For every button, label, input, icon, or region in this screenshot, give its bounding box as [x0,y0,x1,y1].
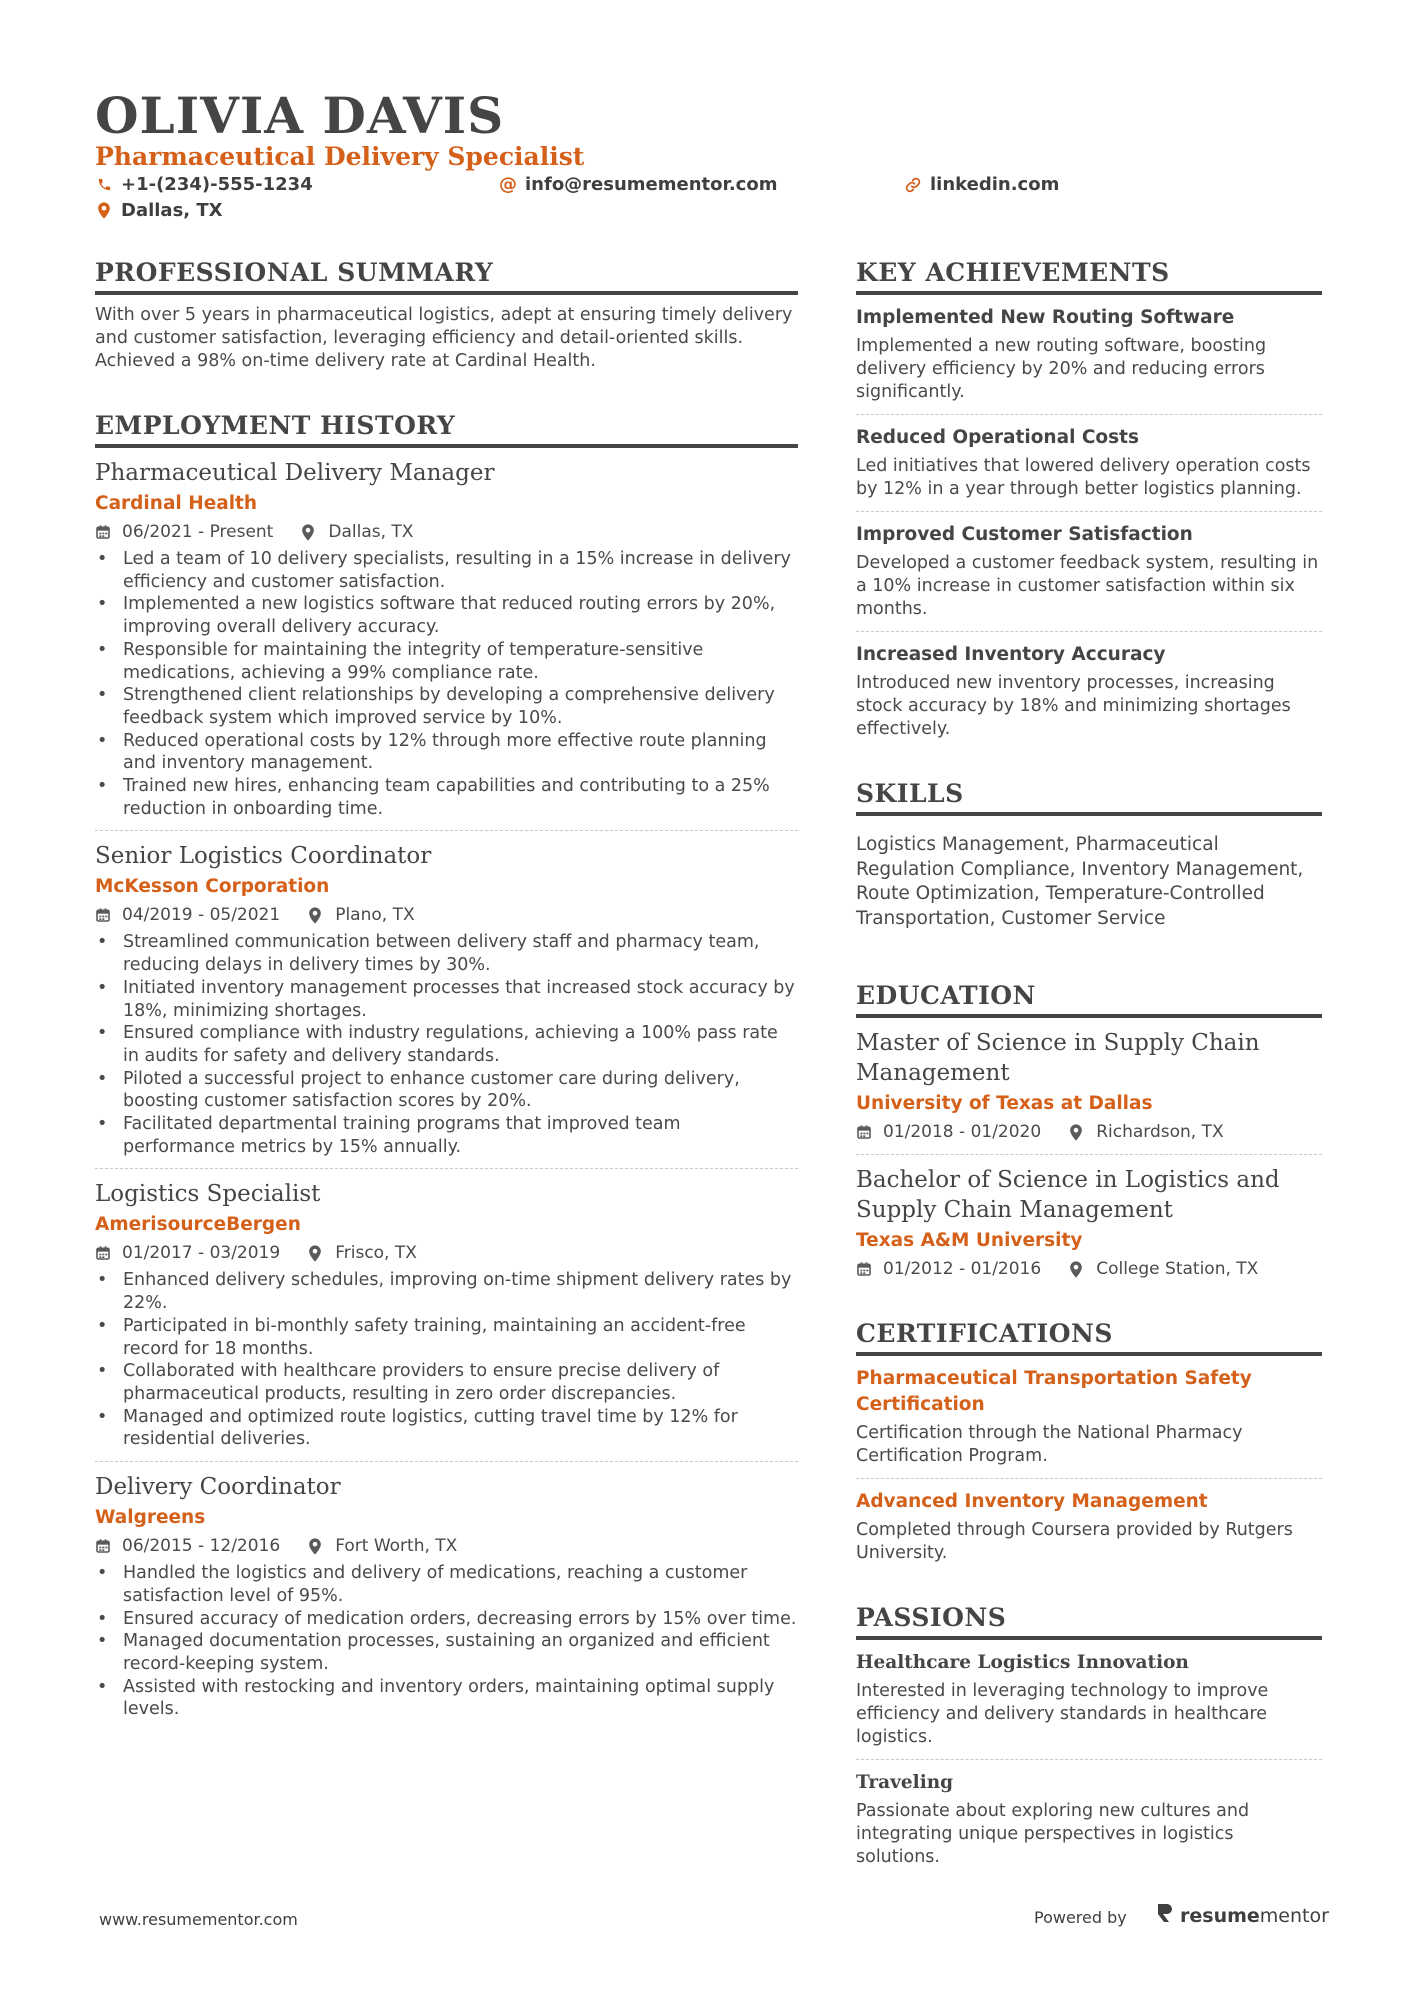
job-dates: 04/2019 - 05/2021 [122,905,281,926]
map-pin-icon [308,1537,326,1555]
education-meta [856,1257,1322,1281]
job-entry [95,1179,798,1451]
link-icon [904,176,922,194]
divider [856,1154,1322,1155]
job-bullets [95,548,798,820]
job-entry [95,458,798,820]
job-bullet: • Strengthened client relationships by developing a comprehensive delivery feedback system which improved service by 10%. [95,684,798,729]
calendar-icon [95,906,113,924]
skills-section [856,779,1322,931]
certification-title: Advanced Inventory Management [856,1491,1208,1512]
calendar-icon [95,1537,113,1555]
education-location: College Station, TX [1096,1259,1259,1279]
certification-text: Completed through Coursera provided by Rutgers University. [856,1520,1293,1563]
job-bullets [95,1562,798,1721]
achievement-item [856,522,1322,621]
job-bullets [95,931,798,1158]
job-company: Walgreens [95,1507,206,1529]
divider [95,1461,798,1462]
job-bullet: • Handled the logistics and delivery of medications, reaching a customer satisfaction level of 95%. [95,1562,798,1607]
job-title: Logistics Specialist [95,1181,321,1208]
achievement-item [856,642,1322,741]
employment-section [95,411,798,1721]
brand-name-bold: resume [1180,1904,1260,1927]
job-bullets [95,1269,798,1451]
map-pin-icon [95,202,113,220]
skills-text: Logistics Management, Pharmaceutical Regulation Compliance, Inventory Management, Route Optimization, Temperature-Controlled Transportation, Customer Service [856,834,1304,929]
job-bullet: • Implemented a new logistics software that reduced routing errors by 20%, improving overall delivery accuracy. [95,593,798,638]
education-dates: 01/2012 - 01/2016 [883,1259,1042,1279]
passion-title: Healthcare Logistics Innovation [856,1652,1189,1673]
summary-text: With over 5 years in pharmaceutical logistics, adept at ensuring timely delivery and customer satisfaction, leveraging efficiency and detail-oriented skills. Achieved a 98% on-time delivery rate at Cardinal Health. [95,305,793,371]
education-item [856,1028,1322,1144]
achievement-item [856,425,1322,501]
passion-text: Interested in leveraging technology to improve efficiency and delivery standards in healthcare logistics. [856,1681,1269,1747]
achievements-section [856,258,1322,741]
job-location: Frisco, TX [335,1243,417,1264]
calendar-icon [95,1244,113,1262]
achievement-text: Introduced new inventory processes, increasing stock accuracy by 18% and minimizing shortages effectively. [856,673,1291,739]
job-meta [95,1534,798,1558]
education-meta [856,1120,1322,1144]
brand-name-light: mentor [1259,1904,1329,1927]
job-bullet: • Led a team of 10 delivery specialists, resulting in a 15% increase in delivery efficiency and customer satisfaction. [95,548,798,593]
left-column [95,258,798,1721]
job-bullet: • Facilitated departmental training programs that improved team performance metrics by 15% annually. [95,1113,798,1158]
job-bullet: • Responsible for maintaining the integrity of temperature-sensitive medications, achieving a 99% compliance rate. [95,639,798,684]
calendar-icon [856,1260,874,1278]
right-column [856,258,1322,1869]
contact-location [95,200,223,221]
job-bullet: • Reduced operational costs by 12% through more effective route planning and inventory management. [95,730,798,775]
job-bullet: • Streamlined communication between delivery staff and pharmacy team, reducing delays in delivery times by 30%. [95,931,798,976]
certification-item [856,1489,1322,1565]
education-location: Richardson, TX [1096,1122,1224,1142]
phone-text[interactable]: +1-(234)-555-1234 [121,174,313,195]
contact-email [499,174,777,195]
contact-linkedin [904,174,1059,195]
skills-heading: SKILLS [856,779,1322,816]
map-pin-icon [301,523,319,541]
job-title: Pharmaceutical Delivery Manager [95,460,495,486]
divider [95,830,798,831]
passion-item [856,1770,1322,1869]
job-meta [95,1241,798,1265]
job-location: Fort Worth, TX [335,1536,458,1557]
map-pin-icon [1069,1260,1087,1278]
divider [856,511,1322,512]
achievement-text: Implemented a new routing software, boosting delivery efficiency by 20% and reducing errors significantly. [856,336,1267,402]
certification-title: Pharmaceutical Transportation Safety Certification [856,1368,1252,1415]
education-section [856,981,1322,1281]
achievement-text: Led initiatives that lowered delivery operation costs by 12% in a year through better logistics planning. [856,456,1311,499]
location-text: Dallas, TX [121,200,223,221]
job-dates: 01/2017 - 03/2019 [122,1243,281,1264]
job-bullet: • Assisted with restocking and inventory orders, maintaining optimal supply levels. [95,1676,798,1721]
at-icon: @ [499,174,517,195]
job-company: Cardinal Health [95,493,258,514]
divider [95,1168,798,1169]
footer-url[interactable]: www.resumementor.com [99,1910,298,1929]
job-bullet: • Ensured accuracy of medication orders, decreasing errors by 15% over time. [95,1608,798,1631]
achievement-title: Reduced Operational Costs [856,427,1140,448]
summary-section [95,258,798,373]
achievement-text: Developed a customer feedback system, resulting in a 10% increase in customer satisfaction within six months. [856,553,1319,619]
education-degree: Master of Science in Supply Chain Management [856,1030,1260,1086]
job-bullet: • Enhanced delivery schedules, improving on-time shipment delivery rates by 22%. [95,1269,798,1314]
job-meta [95,903,798,927]
education-heading: EDUCATION [856,981,1322,1018]
job-company: McKesson Corporation [95,876,330,898]
job-dates: 06/2021 - Present [122,522,274,542]
job-bullet: • Initiated inventory management processes that increased stock accuracy by 18%, minimizing shortages. [95,977,798,1022]
job-meta [95,520,798,544]
passion-item [856,1650,1322,1749]
job-bullet: • Participated in bi-monthly safety training, maintaining an accident-free record for 18 months. [95,1315,798,1360]
passion-text: Passionate about exploring new cultures and integrating unique perspectives in logistics solutions. [856,1801,1250,1867]
job-bullet: • Managed documentation processes, sustaining an organized and efficient record-keeping system. [95,1630,798,1675]
passions-heading: PASSIONS [856,1603,1322,1640]
certification-item [856,1366,1322,1468]
achievement-title: Improved Customer Satisfaction [856,524,1193,545]
divider [856,414,1322,415]
contact-phone [95,174,313,195]
candidate-name: OLIVIA DAVIS [95,86,505,145]
calendar-icon [856,1123,874,1141]
certification-text: Certification through the National Pharmacy Certification Program. [856,1423,1243,1466]
education-item [856,1165,1322,1281]
job-title: Senior Logistics Coordinator [95,843,432,870]
job-entry [95,1472,798,1721]
job-location: Dallas, TX [328,522,414,542]
calendar-icon [95,523,113,541]
job-bullet: • Managed and optimized route logistics, cutting travel time by 12% for residential deliveries. [95,1406,798,1451]
job-entry [95,841,798,1158]
divider [856,1478,1322,1479]
education-degree: Bachelor of Science in Logistics and Supply Chain Management [856,1167,1280,1223]
map-pin-icon [1069,1123,1087,1141]
education-school: Texas A&M University [856,1230,1083,1251]
divider [856,1759,1322,1760]
education-school: University of Texas at Dallas [856,1093,1153,1114]
certifications-section [856,1319,1322,1565]
job-bullet: • Collaborated with healthcare providers to ensure precise delivery of pharmaceutical products, resulting in zero order discrepancies. [95,1360,798,1405]
passion-title: Traveling [856,1772,954,1793]
certifications-heading: CERTIFICATIONS [856,1319,1322,1356]
powered-by-label: Powered by [1034,1908,1127,1927]
education-dates: 01/2018 - 01/2020 [883,1122,1042,1142]
email-link[interactable]: info@resumementor.com [525,174,778,195]
job-location: Plano, TX [335,905,415,926]
map-pin-icon [308,1244,326,1262]
job-bullet: • Ensured compliance with industry regulations, achieving a 100% pass rate in audits for safety and delivery standards. [95,1022,798,1067]
passions-section [856,1603,1322,1869]
summary-heading: PROFESSIONAL SUMMARY [95,258,798,295]
achievement-item [856,305,1322,404]
job-title: Delivery Coordinator [95,1474,341,1501]
job-company: AmerisourceBergen [95,1214,301,1236]
achievement-title: Implemented New Routing Software [856,307,1235,328]
phone-icon [95,176,113,194]
job-bullet: • Trained new hires, enhancing team capabilities and contributing to a 25% reduction in onboarding time. [95,775,798,820]
job-dates: 06/2015 - 12/2016 [122,1536,281,1557]
linkedin-link[interactable]: linkedin.com [930,174,1060,195]
map-pin-icon [308,906,326,924]
achievements-heading: KEY ACHIEVEMENTS [856,258,1322,295]
job-bullet: • Piloted a successful project to enhance customer care during delivery, boosting customer satisfaction scores by 20%. [95,1068,798,1113]
divider [856,631,1322,632]
candidate-title: Pharmaceutical Delivery Specialist [95,142,585,171]
brand-logo-icon [1156,1902,1174,1929]
achievement-title: Increased Inventory Accuracy [856,644,1166,665]
brand-logo[interactable] [1156,1902,1329,1929]
employment-heading: EMPLOYMENT HISTORY [95,411,798,448]
